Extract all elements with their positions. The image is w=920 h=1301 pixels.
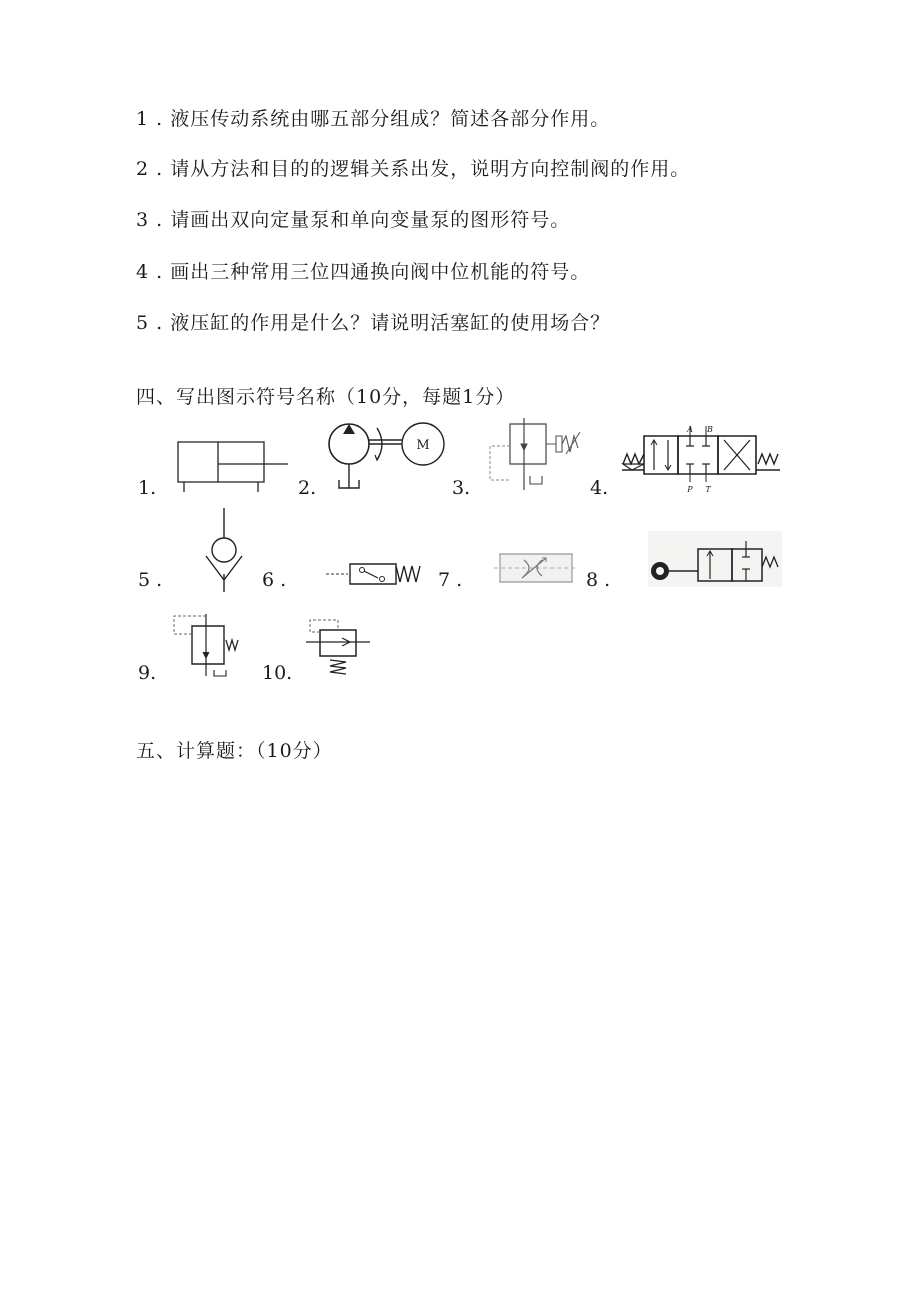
- port-b-label: B: [707, 425, 713, 434]
- question-5: 5 . 液压缸的作用是什么？请说明活塞缸的使用场合？: [136, 312, 611, 334]
- question-4: 4 . 画出三种常用三位四通换向阀中位机能的符号。: [136, 261, 591, 283]
- port-p-label: P: [687, 485, 693, 494]
- item-label-10: 10.: [262, 662, 293, 684]
- item-label-1: 1.: [138, 477, 157, 499]
- item-label-5: 5 .: [138, 569, 163, 591]
- item-label-4: 4.: [590, 477, 609, 499]
- relief-valve-symbol: [302, 614, 374, 678]
- item-label-9: 9.: [138, 662, 157, 684]
- section-4-title: 四、写出图示符号名称（10分，每题1分）: [136, 386, 516, 408]
- pressure-valve-symbol: [480, 418, 590, 496]
- port-a-label: A: [687, 425, 693, 434]
- item-label-6: 6 .: [262, 569, 287, 591]
- item-label-3: 3.: [452, 477, 471, 499]
- port-t-label: T: [705, 485, 711, 494]
- reducing-valve-symbol: [170, 612, 246, 678]
- question-2: 2 . 请从方法和目的的逻辑关系出发，说明方向控制阀的作用。: [136, 158, 691, 180]
- throttle-valve-symbol: [494, 550, 578, 588]
- question-3: 3 . 请画出双向定量泵和单向变量泵的图形符号。: [136, 209, 571, 231]
- pump-motor-symbol: [325, 418, 451, 496]
- question-1: 1 . 液压传动系统由哪五部分组成？简述各部分作用。: [136, 108, 611, 130]
- item-label-2: 2.: [298, 477, 317, 499]
- section-5-title: 五、计算题：（10分）: [136, 740, 333, 762]
- directional-valve-4way-symbol: [620, 420, 782, 496]
- check-valve-symbol: [202, 508, 246, 592]
- item-label-8: 8 .: [586, 569, 611, 591]
- motor-letter: M: [416, 438, 430, 453]
- item-label-7: 7 .: [438, 569, 463, 591]
- roller-valve-symbol: [648, 531, 782, 587]
- hydraulic-cylinder-symbol: [170, 438, 292, 494]
- spring-valve-symbol: [326, 560, 422, 588]
